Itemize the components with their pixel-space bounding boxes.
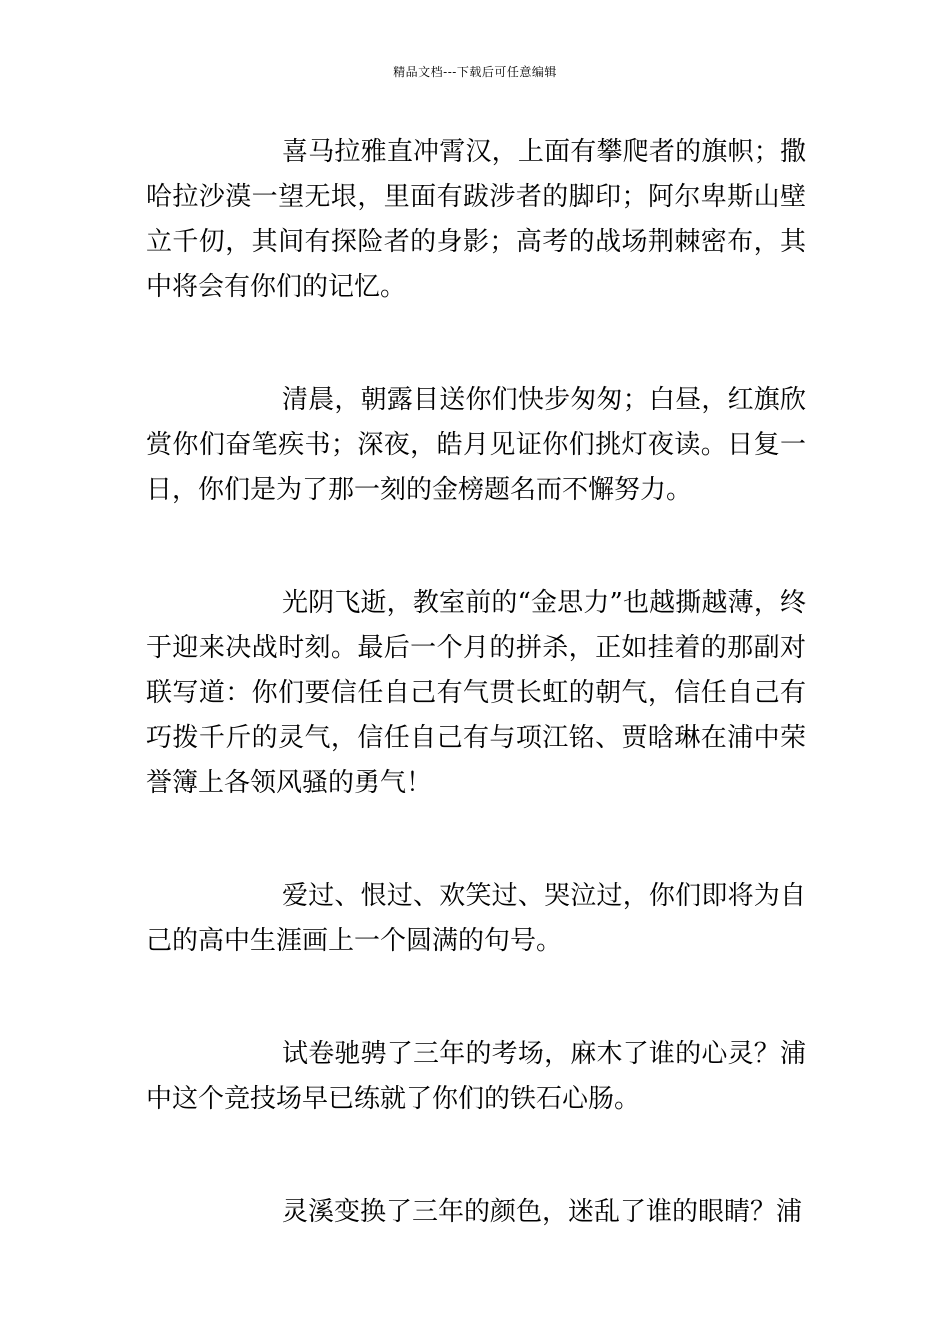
document-body bbox=[146, 130, 806, 1235]
paragraph: 爱过、恨过、欢笑过、哭泣过，你们即将为自己的高中生涯画上一个圆满的句号。 bbox=[146, 881, 806, 956]
paragraph: 喜马拉雅直冲霄汉，上面有攀爬者的旗帜；撒哈拉沙漠一望无垠，里面有跋涉者的脚印；阿尔卑斯山壁立千仞，其间有探险者的身影；高考的战场荆棘密布，其中将会有你们的记忆。 bbox=[146, 137, 806, 302]
page-header: 精品文档---下载后可任意编辑 bbox=[393, 65, 557, 79]
paragraph: 光阴飞逝，教室前的“金思力”也越撕越薄，终于迎来决战时刻。最后一个月的拼杀，正如挂着的那副对联写道：你们要信任自己有气贯长虹的朝气，信任自己有巧拨千斤的灵气，信任自己有与项江铭、贾晗琳在浦中荣誉簿上各领风骚的勇气！ bbox=[146, 588, 806, 798]
paragraph: 试卷驰骋了三年的考场，麻木了谁的心灵？浦中这个竞技场早已练就了你们的铁石心肠。 bbox=[146, 1039, 806, 1114]
paragraph: 清晨，朝露目送你们快步匆匆；白昼，红旗欣赏你们奋笔疾书；深夜，皓月见证你们挑灯夜读。日复一日，你们是为了那一刻的金榜题名而不懈努力。 bbox=[146, 385, 806, 505]
paragraph: 灵溪变换了三年的颜色，迷乱了谁的眼睛？浦 bbox=[282, 1197, 803, 1227]
